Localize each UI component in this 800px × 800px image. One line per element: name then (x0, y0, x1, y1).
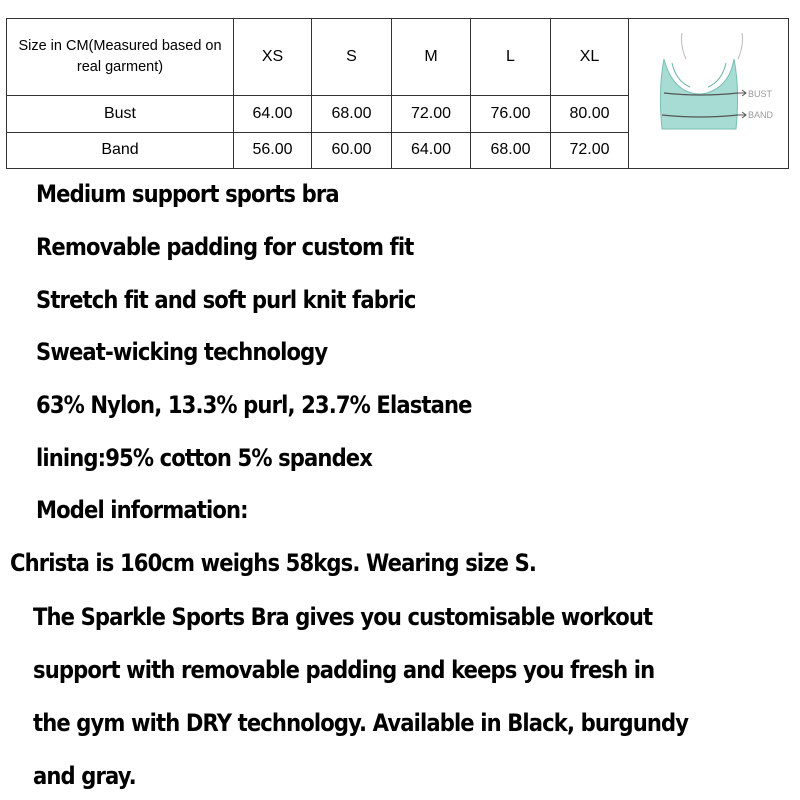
bust-xl-value: 80.00 (551, 96, 629, 132)
size-header-label: Size in CM(Measured based on real garment) (7, 19, 234, 96)
size-s-header: S (312, 19, 392, 96)
band-diagram-label: BAND (747, 110, 773, 120)
feature-support: Medium support sports bra (36, 180, 339, 208)
bust-s-value: 68.00 (312, 96, 392, 132)
band-s-value: 60.00 (312, 132, 392, 169)
feature-padding: Removable padding for custom fit (36, 233, 414, 261)
band-xs-value: 56.00 (234, 132, 312, 169)
feature-composition: 63% Nylon, 13.3% purl, 23.7% Elastane (36, 391, 472, 419)
description-line-2: support with removable padding and keeps you fresh in (33, 656, 655, 684)
size-xs-header: XS (234, 19, 312, 96)
description-line-4: and gray. (33, 762, 136, 790)
model-info-heading: Model information: (36, 496, 248, 524)
bust-l-value: 76.00 (471, 96, 551, 132)
model-info-line: Christa is 160cm weighs 58kgs. Wearing size S. (10, 549, 537, 577)
description-line-1: The Sparkle Sports Bra gives you customisable workout (33, 603, 653, 631)
size-chart-table (6, 18, 789, 169)
size-xl-header: XL (551, 19, 629, 96)
bust-m-value: 72.00 (392, 96, 471, 132)
bra-diagram-cell (629, 19, 789, 169)
feature-fabric: Stretch fit and soft purl knit fabric (36, 286, 416, 314)
band-m-value: 64.00 (392, 132, 471, 169)
sports-bra-diagram (630, 19, 788, 163)
bust-row-label: Bust (7, 96, 234, 132)
description-line-3: the gym with DRY technology. Available in Black, burgundy (33, 709, 689, 737)
band-l-value: 68.00 (471, 132, 551, 169)
bust-xs-value: 64.00 (234, 96, 312, 132)
band-xl-value: 72.00 (551, 132, 629, 169)
size-l-header: L (471, 19, 551, 96)
feature-sweat-wicking: Sweat-wicking technology (36, 338, 328, 366)
band-row-label: Band (7, 132, 234, 169)
feature-lining: lining:95% cotton 5% spandex (36, 444, 372, 472)
size-m-header: M (392, 19, 471, 96)
bust-diagram-label: BUST (747, 89, 772, 99)
